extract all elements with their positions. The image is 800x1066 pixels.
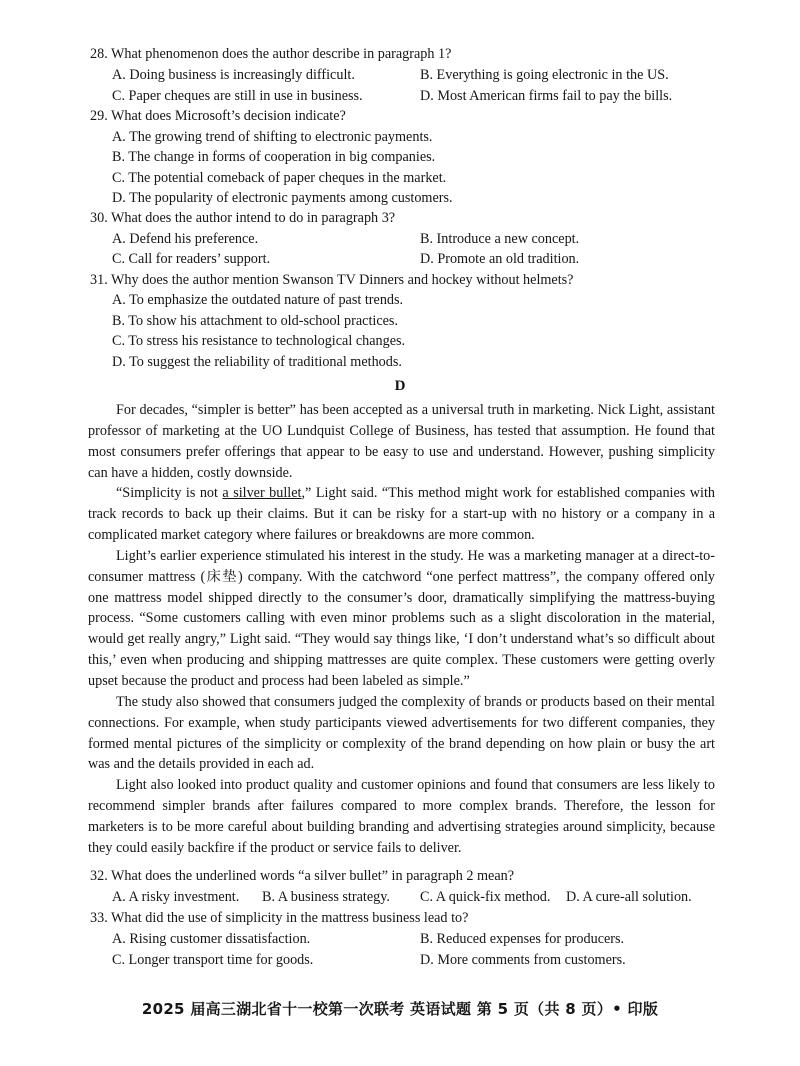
underlined-phrase: a silver bullet [222, 485, 302, 502]
q28-option-c: C. Paper cheques are still in use in business. [112, 88, 363, 104]
question-28: 28. What phenomenon does the author describe in paragraph 1? [90, 46, 452, 62]
q29-option-c: C. The potential comeback of paper cheques in the market. [112, 170, 447, 186]
q29-option-a: A. The growing trend of shifting to electronic payments. [112, 129, 433, 145]
passage-paragraph-1: For decades, “simpler is better” has been accepted as a universal truth in marketing. Nick Light, assistant professor of marketing at the UO Lundquist College of Business, has tested that assumption. He found that most consumers prefer offerings that appear to be easy to use and understand. However, pushing simplicity can have a hidden, costly downside. [88, 402, 715, 481]
p2-text-before: “Simplicity is not [116, 485, 223, 502]
p2-text-after: ,” Light said. “This method might work for established companies with track records to back up their claims. But it can be risky for a start-up with no history or a company in a complicated market category where failures or breakdowns are more common. [88, 485, 715, 544]
passage [88, 400, 715, 859]
q30-option-c: C. Call for readers’ support. [112, 251, 271, 267]
passage-paragraph-5: Light also looked into product quality and customer opinions and found that consumers are less likely to recommend simpler brands after failures compared to more complex brands. Therefore, the lesson for marketers is to be more careful about building branding and advertising strategies around simplicity, because they could easily backfire if the product or service fails to deliver. [88, 777, 715, 856]
section-heading: D [394, 378, 406, 394]
q28-option-d: D. Most American firms fail to pay the bills. [420, 88, 673, 104]
passage-paragraph-4: The study also showed that consumers judged the complexity of brands or products based on their mental connections. For example, when study participants viewed advertisements for two different companies, they formed mental pictures of the simplicity or complexity of the brand depending on how plain or busy the art was and the details provided in each ad. [88, 693, 715, 773]
passage-paragraph-3: Light’s earlier experience stimulated his interest in the study. He was a marketing manager at a direct-to-consumer mattress (床垫) company. With the catchword “one perfect mattress”, the company offered only one mattress model shipped directly to the consumer’s door, dramatically simplifying the mattress-buying process. “Some customers calling with even minor problems such as a slight discoloration in the material, would get really angry,” Light said. “They would say things like, ‘I don’t understand what’s so difficult about this,’ even when producing and shipping mattresses are quite complex. These customers were getting overly upset because the product and process had been labeled as simple.” [88, 547, 715, 689]
q31-option-a: A. To emphasize the outdated nature of past trends. [112, 292, 404, 308]
q30-option-a: A. Defend his preference. [112, 231, 259, 247]
q31-option-d: D. To suggest the reliability of traditional methods. [112, 354, 402, 370]
q28-option-a: A. Doing business is increasingly difficult. [112, 67, 355, 83]
page-footer: 2025 届高三湖北省十一校第一次联考 英语试题 第 5 页（共 8 页）• 印版 [141, 1000, 659, 1018]
question-31: 31. Why does the author mention Swanson TV Dinners and hockey without helmets? [90, 272, 574, 288]
q32-options-row [112, 889, 692, 906]
q33-option-d: D. More comments from customers. [420, 952, 626, 968]
question-30: 30. What does the author intend to do in paragraph 3? [90, 210, 396, 226]
q29-option-b: B. The change in forms of cooperation in big companies. [112, 149, 436, 165]
passage-paragraph-2 [88, 483, 715, 546]
q31-option-b: B. To show his attachment to old-school practices. [112, 313, 398, 329]
q31-option-c: C. To stress his resistance to technological changes. [112, 333, 406, 349]
q32-option-d: D. A cure-all solution. [566, 889, 692, 905]
q30-option-d: D. Promote an old tradition. [420, 251, 580, 267]
question-33: 33. What did the use of simplicity in the mattress business lead to? [90, 910, 469, 926]
question-29: 29. What does Microsoft’s decision indicate? [90, 108, 346, 124]
q29-option-d: D. The popularity of electronic payments among customers. [112, 190, 453, 206]
q28-option-b: B. Everything is going electronic in the US. [420, 67, 669, 83]
q33-option-b: B. Reduced expenses for producers. [420, 931, 625, 947]
q32-option-a: A. A risky investment. [112, 889, 240, 905]
q33-option-c: C. Longer transport time for goods. [112, 952, 314, 968]
q32-option-c: C. A quick-fix method. [420, 889, 551, 905]
q32-option-b: B. A business strategy. [262, 889, 390, 905]
q33-option-a: A. Rising customer dissatisfaction. [112, 931, 311, 947]
question-32: 32. What does the underlined words “a silver bullet” in paragraph 2 mean? [90, 868, 515, 884]
q30-option-b: B. Introduce a new concept. [420, 231, 580, 247]
